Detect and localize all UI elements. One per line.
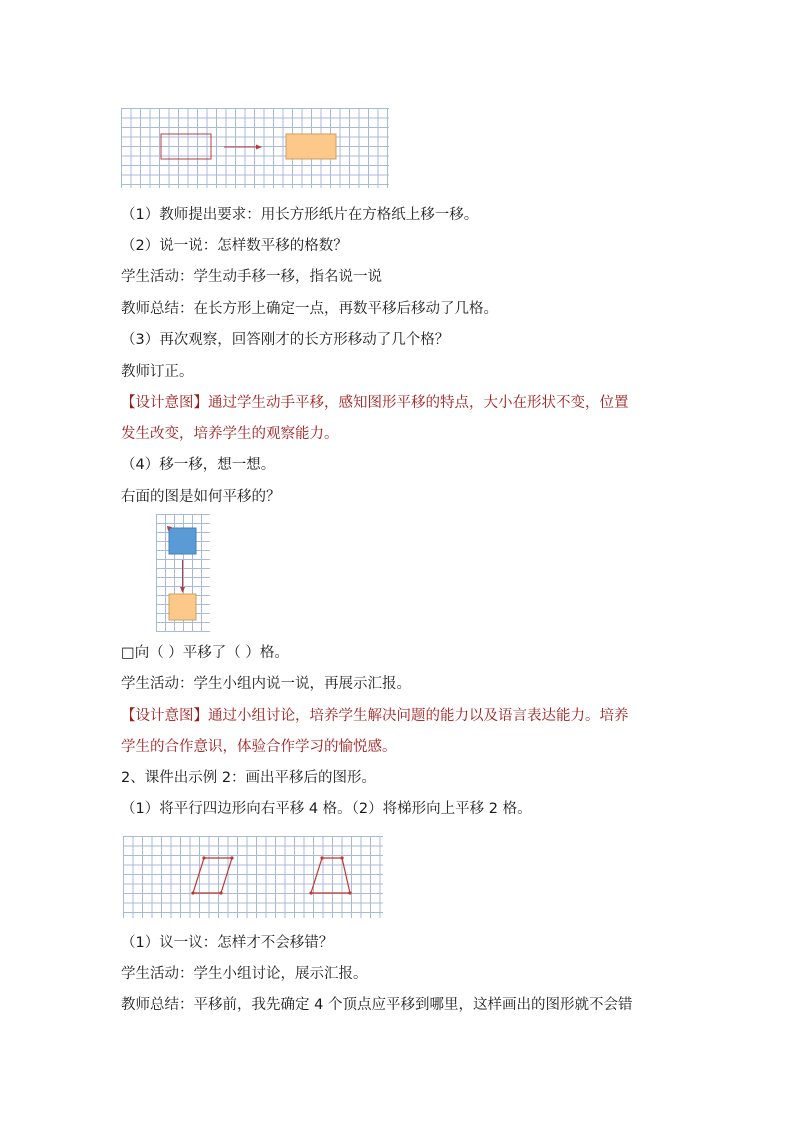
text-line-17: （1）议一议：怎样才不会移错？: [121, 935, 334, 951]
figure-square-translation: [156, 514, 210, 632]
text-line-12: 学生活动：学生小组内说一说，再展示汇报。: [121, 676, 411, 692]
text-line-1: （1）教师提出要求：用长方形纸片在方格纸上移一移。: [121, 207, 479, 223]
design-intent-1-line-1: 【设计意图】通过学生动手平移，感知图形平移的特点，大小在形状不变，位置: [121, 395, 629, 411]
text-line-16: （1）将平行四边形向右平移 4 格。（2）将梯形向上平移 2 格。: [121, 801, 532, 817]
arrow-head-icon: [256, 145, 262, 150]
text-line-9: （4）移一移，想一想。: [121, 457, 276, 473]
text-line-15: 2、课件出示例 2：画出平移后的图形。: [121, 770, 377, 786]
text-line-19: 教师总结：平移前，我先确定 4 个顶点应平移到哪里，这样画出的图形就不会错: [121, 997, 633, 1013]
text-line-2: （2）说一说：怎样数平移的格数？: [121, 238, 348, 254]
figure-rectangle-translation: [121, 108, 389, 188]
figure-parallelogram-trapezoid: [123, 836, 383, 918]
design-intent-1-line-2: 发生改变，培养学生的观察能力。: [121, 426, 339, 442]
moved-square: [169, 594, 196, 620]
fill-in-question: □向（ ）平移了（ ）格。: [121, 645, 289, 661]
original-square: [169, 528, 196, 554]
text-line-3: 学生活动：学生动手移一移，指名说一说: [121, 269, 382, 285]
design-intent-2-line-1: 【设计意图】通过小组讨论，培养学生解决问题的能力以及语言表达能力。培养: [121, 708, 629, 724]
design-intent-2-line-2: 学生的合作意识，体验合作学习的愉悦感。: [121, 739, 397, 755]
text-line-4: 教师总结：在长方形上确定一点，再数平移后移动了几格。: [121, 301, 498, 317]
text-line-6: 教师订正。: [121, 364, 194, 380]
parallelogram: [193, 858, 232, 893]
down-arrow-head-icon: [180, 587, 185, 593]
text-line-18: 学生活动：学生小组讨论，展示汇报。: [121, 966, 368, 982]
moved-rectangle: [286, 134, 336, 159]
text-line-10: 右面的图是如何平移的？: [121, 489, 281, 505]
trapezoid: [311, 858, 350, 893]
vertex-dots: [191, 856, 351, 894]
text-line-5: （3）再次观察，回答刚才的长方形移动了几个格？: [121, 332, 450, 348]
